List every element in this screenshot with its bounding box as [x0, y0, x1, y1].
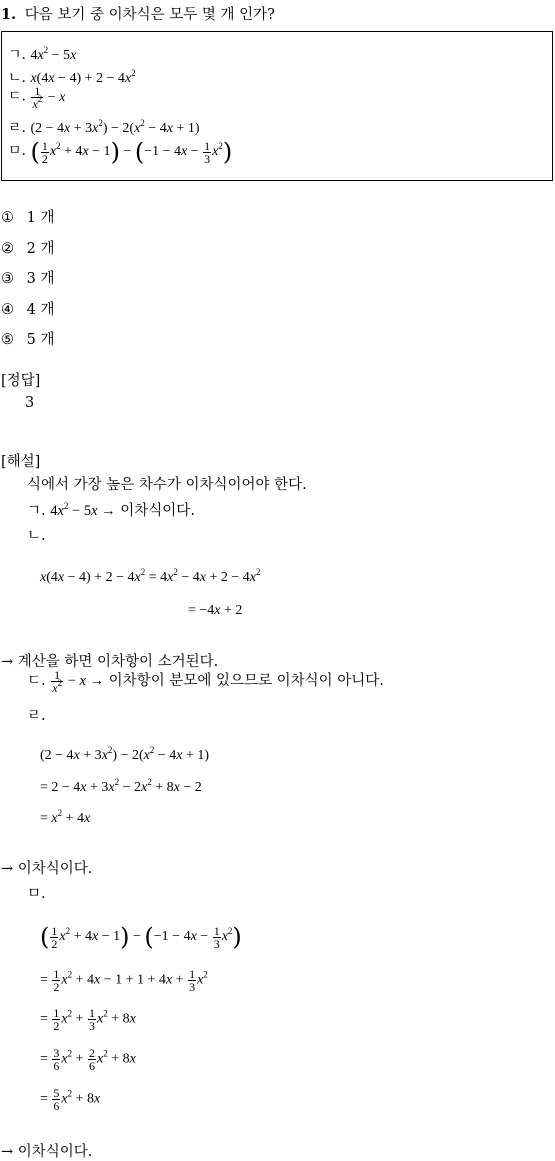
choice-2[interactable]: [1, 237, 54, 258]
choice-4[interactable]: [1, 298, 54, 319]
choice-mark: ②: [1, 241, 14, 257]
choice-5[interactable]: [1, 328, 54, 349]
item-e-line-5: = $\frac{5}{6}$ $x^2 + 8x$: [40, 1086, 101, 1113]
choice-label: 1 개: [26, 210, 55, 226]
explanation-item-c: [27, 669, 384, 694]
choice-mark: ⑤: [1, 332, 14, 348]
item-d-line-3: = $x^2 + 4x$: [40, 808, 91, 826]
item-a-result: 이차식이다.: [120, 503, 195, 519]
box-expr-a: $4x^2 - 5x$: [30, 45, 77, 63]
choice-mark: ③: [1, 271, 14, 287]
answer-heading: [정답]: [1, 373, 41, 389]
box-item-b: [8, 67, 136, 87]
explanation-heading: [해설]: [1, 454, 41, 470]
item-e-line-2: = $\frac{1}{2}$ $x^2 + 4x - 1 + 1 + 4x$ + $\frac{1}{3}$ $x^2$: [40, 967, 208, 994]
question-number: 1.: [1, 6, 17, 23]
box-item-d: [8, 117, 199, 137]
item-e-marker: ㅁ.: [27, 886, 46, 902]
item-b-line-1: $x(4x - 4) + 2 - 4x^2 = 4x^2 - 4x + 2 - 4x^2$: [40, 567, 261, 585]
choice-mark: ④: [1, 302, 14, 318]
item-d-marker: ㄹ.: [27, 708, 46, 724]
box-expr-b: $x(4x - 4) + 2 - 4x^2$: [30, 68, 136, 86]
note-e: → 이차식이다.: [1, 1144, 93, 1160]
note-d: → 이차식이다.: [1, 861, 93, 877]
choice-mark: ①: [1, 210, 14, 226]
box-marker-c: ㄷ.: [8, 88, 26, 105]
item-e-line-1: ( $\frac{1}{2}$ $x^2 + 4x - 1) - (-1 - 4x$ − $\frac{1}{3}$ $x^2$): [40, 923, 242, 951]
box-marker-a: ㄱ.: [8, 47, 26, 63]
item-b-line-2: = −4x + 2: [188, 603, 243, 618]
item-c-marker: ㄷ.: [27, 673, 46, 689]
choice-label: 2 개: [26, 241, 55, 257]
answer-value: 3: [25, 395, 35, 411]
box-marker-d: ㄹ.: [8, 120, 26, 136]
box-marker-b: ㄴ.: [8, 70, 26, 86]
choice-label: 3 개: [26, 271, 55, 287]
box-expr-c: $\frac{1}{x^2}$ − x: [32, 84, 66, 111]
choice-label: 5 개: [26, 332, 55, 348]
choice-label: 4 개: [26, 302, 55, 318]
item-c-result: 이차항이 분모에 있으므로 이차식이 아니다.: [108, 673, 384, 689]
box-item-e: [8, 138, 232, 166]
item-b-marker: ㄴ.: [27, 528, 46, 544]
box-expr-e: ( $\frac{1}{2}$ $x^2 + 4x - 1) - (-1 - 4x$ − $\frac{1}{3}$ $x^2$): [30, 138, 233, 166]
item-a-marker: ㄱ.: [27, 503, 46, 519]
explanation-intro: 식에서 가장 높은 차수가 이차식이어야 한다.: [27, 477, 307, 493]
item-d-line-2: = $2 - 4x + 3x^2 - 2x^2 + 8x - 2$: [40, 777, 202, 795]
note-b: → 계산을 하면 이차항이 소거된다.: [1, 654, 219, 670]
item-a-expr: $4x^2 - 5x$ →: [50, 501, 116, 519]
box-item-a: [8, 44, 76, 64]
box-expr-d: $(2 - 4x + 3x^2) - 2(x^2 - 4x + 1)$: [30, 118, 200, 136]
box-marker-e: ㅁ.: [8, 143, 26, 160]
item-c-expr: $\frac{1}{x^2}$ − x →: [52, 668, 105, 696]
question-text: 다음 보기 중 이차식은 모두 몇 개 인가?: [24, 7, 275, 23]
question-title: [1, 3, 275, 24]
item-e-line-4: = $\frac{3}{6}$ $x^2$ + $\frac{2}{6}$ $x^2 + 8x$: [40, 1046, 136, 1073]
item-d-line-1: $(2 - 4x + 3x^2) - 2(x^2 - 4x + 1)$: [40, 745, 210, 763]
explanation-item-a: [27, 499, 195, 520]
choice-1[interactable]: [1, 206, 54, 227]
item-e-line-3: = $\frac{1}{2}$ $x^2$ + $\frac{1}{3}$ $x^2 + 8x$: [40, 1006, 136, 1033]
box-item-c: [8, 85, 65, 110]
choice-3[interactable]: [1, 267, 54, 288]
